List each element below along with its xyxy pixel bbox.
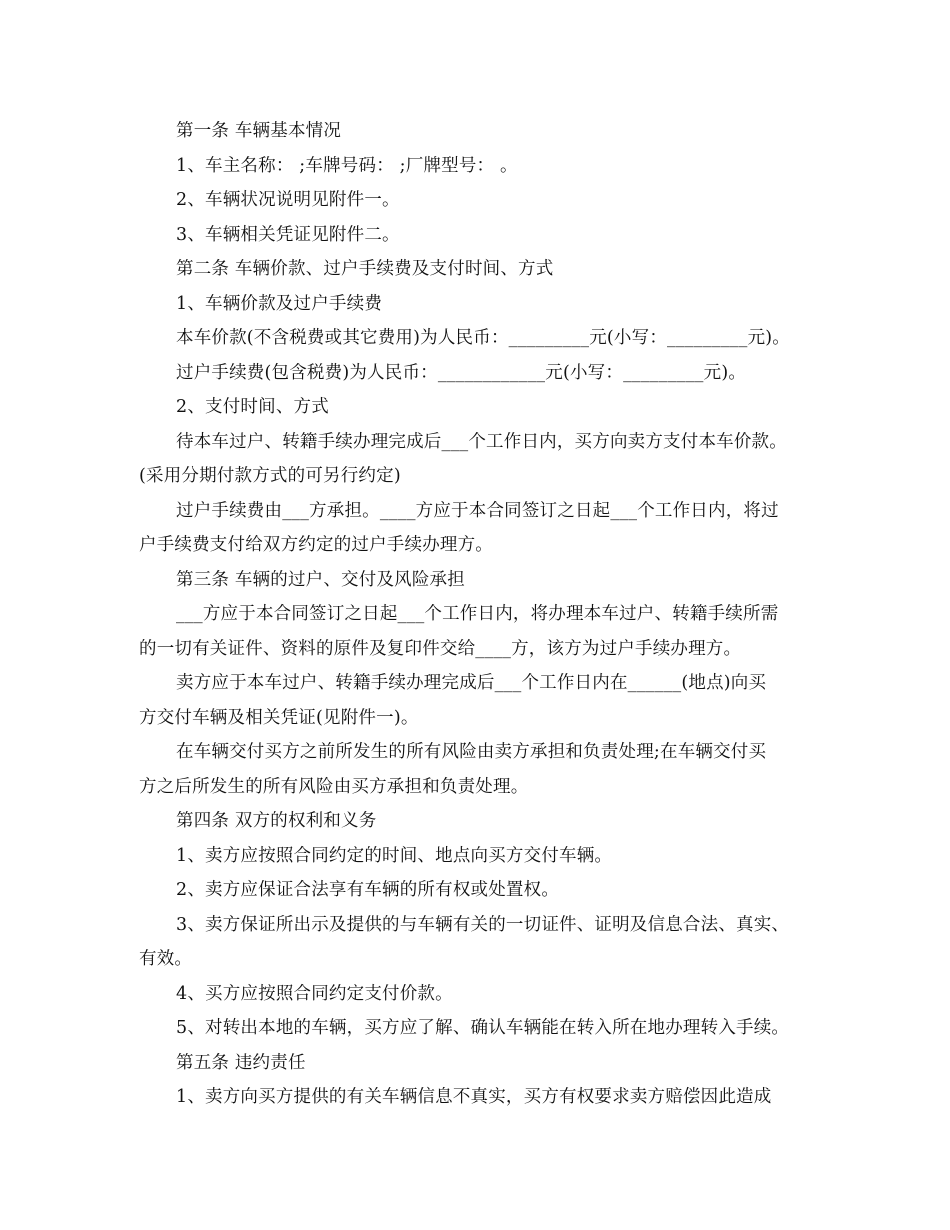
contract-body — [139, 114, 827, 1115]
paragraph-line: 2、卖方应保证合法享有车辆的所有权或处置权。 — [176, 880, 560, 900]
paragraph-line: 1、卖方向买方提供的有关车辆信息不真实，买方有权要求卖方赔偿因此造成 — [176, 1087, 772, 1107]
paragraph-line: 1、车主名称： ;车牌号码： ;厂牌型号： 。 — [176, 155, 518, 176]
article-2-heading: 第二条 车辆价款、过户手续费及支付时间、方式 — [176, 259, 554, 279]
paragraph-line: 方之后所发生的所有风险由买方承担和负责处理。 — [139, 776, 529, 797]
paragraph-line: 待本车过户、转籍手续办理完成后___个工作日内，买方向卖方支付本车价款。 — [176, 431, 787, 452]
paragraph-line: 3、卖方保证所出示及提供的与车辆有关的一切证件、证明及信息合法、真实、 — [176, 914, 790, 935]
article-1-heading: 第一条 车辆基本情况 — [176, 121, 342, 141]
paragraph-line: (采用分期付款方式的可另行约定) — [139, 466, 401, 486]
paragraph-line: 有效。 — [139, 949, 193, 969]
article-5-heading: 第五条 违约责任 — [176, 1052, 306, 1073]
paragraph-line: 卖方应于本车过户、转籍手续办理完成后___个工作日内在______(地点)向买 — [176, 673, 767, 693]
paragraph-line: 方交付车辆及相关凭证(见附件一)。 — [139, 707, 419, 728]
paragraph-line: 过户手续费由___方承担。____方应于本合同签订之日起___个工作日内，将过 — [176, 500, 779, 521]
paragraph-line: 2、支付时间、方式 — [176, 397, 329, 417]
paragraph-line: 1、车辆价款及过户手续费 — [176, 293, 383, 314]
paragraph-line: 5、对转出本地的车辆，买方应了解、确认车辆能在转入所在地办理转入手续。 — [176, 1018, 790, 1038]
article-3-heading: 第三条 车辆的过户、交付及风险承担 — [176, 569, 465, 590]
article-4-heading: 第四条 双方的权利和义务 — [176, 811, 377, 831]
paragraph-line: 在车辆交付买方之前所发生的所有风险由卖方承担和负责处理;在车辆交付买 — [176, 742, 767, 762]
paragraph-line: 本车价款(不含税费或其它费用)为人民币：_________元(小写：_________元)。 — [176, 328, 791, 348]
paragraph-line: 过户手续费(包含税费)为人民币：____________元(小写：_________元)。 — [176, 362, 747, 383]
paragraph-line: 1、卖方应按照合同约定的时间、地点向买方交付车辆。 — [176, 845, 613, 866]
paragraph-line: ___方应于本合同签订之日起___个工作日内，将办理本车过户、转籍手续所需 — [176, 604, 779, 624]
paragraph-line: 2、车辆状况说明见附件一。 — [176, 190, 400, 210]
paragraph-line: 的一切有关证件、资料的原件及复印件交给____方，该方为过户手续办理方。 — [139, 638, 742, 659]
paragraph-line: 3、车辆相关凭证见附件二。 — [176, 224, 400, 245]
paragraph-line: 户手续费支付给双方约定的过户手续办理方。 — [139, 535, 493, 555]
paragraph-line: 4、买方应按照合同约定支付价款。 — [176, 983, 453, 1004]
